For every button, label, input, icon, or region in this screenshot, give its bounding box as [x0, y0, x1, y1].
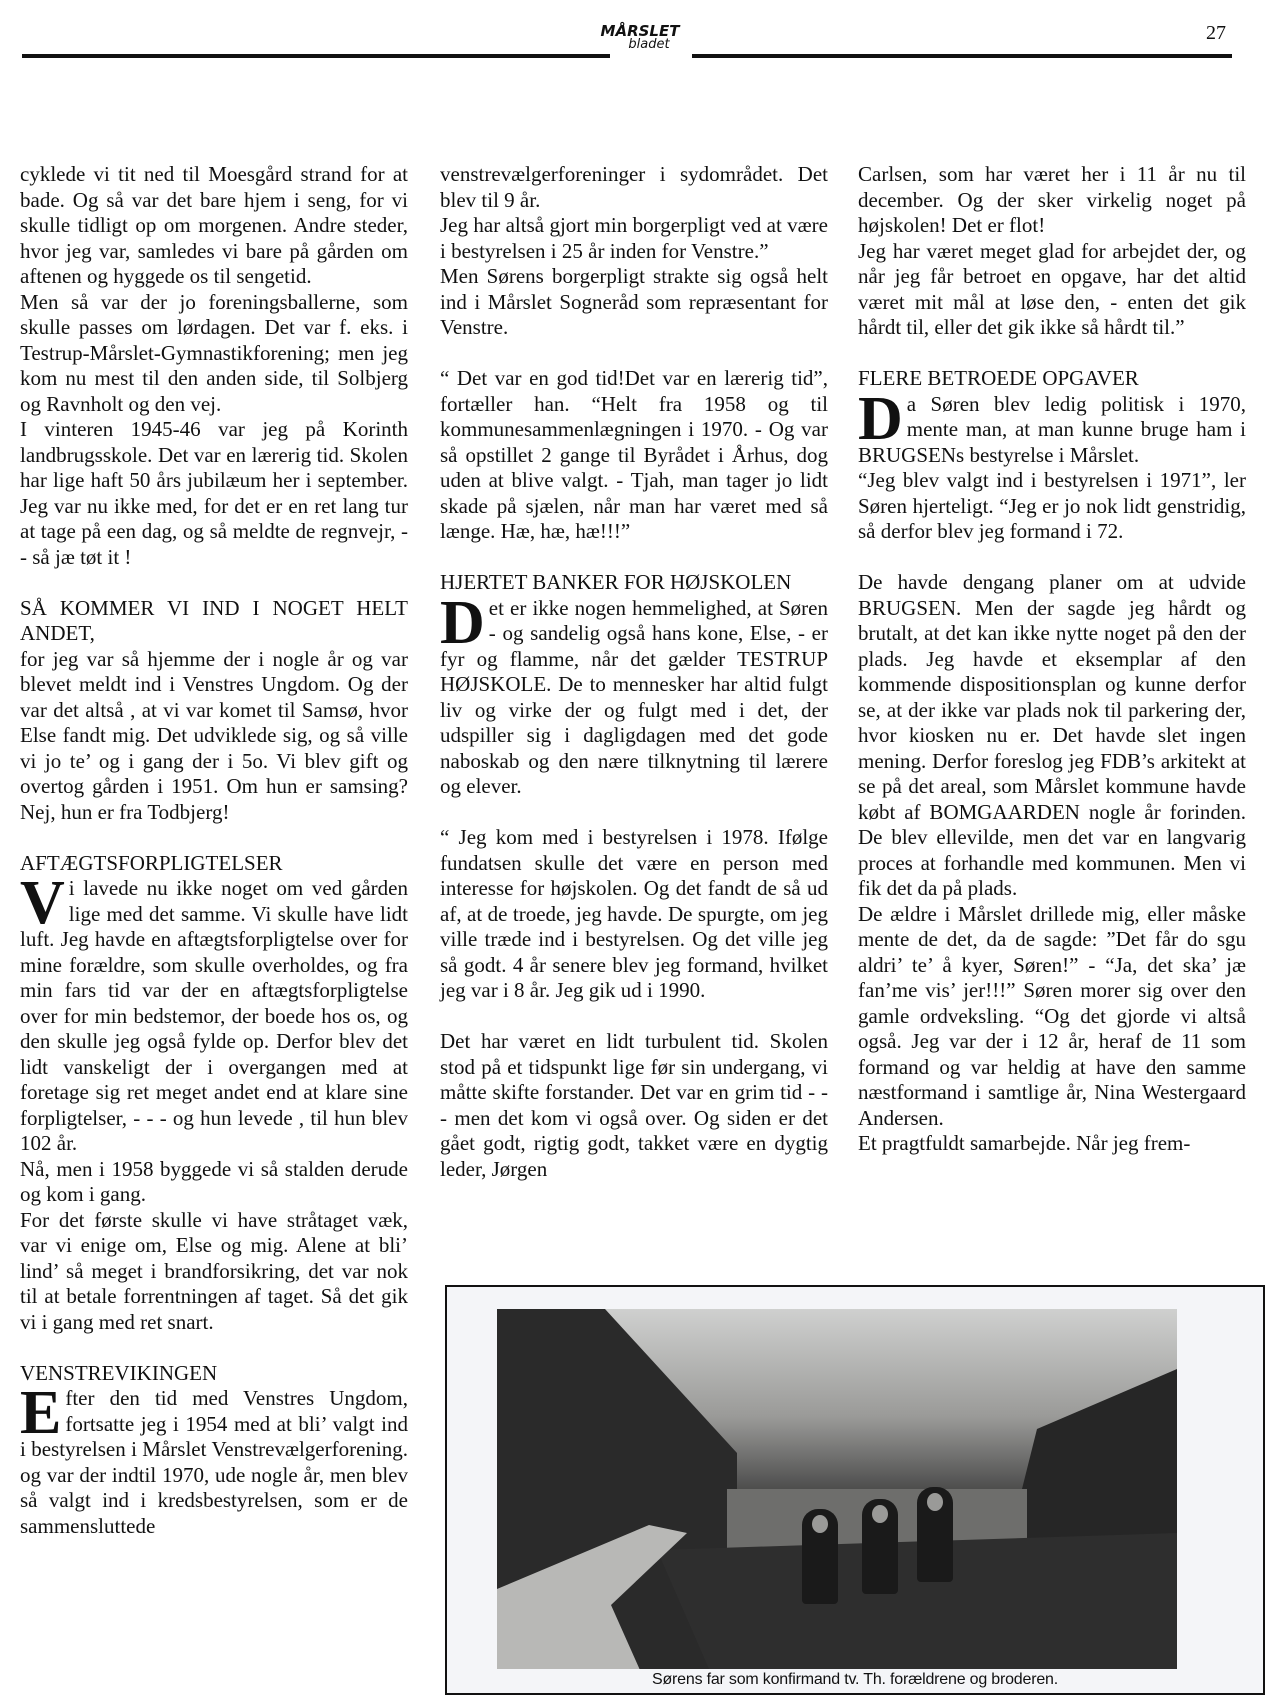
photo-person: [862, 1499, 898, 1594]
paragraph: cyklede vi tit ned til Moesgård strand for at bade. Og så var det bare hjem i seng, for vi skulle tidligt op om morgenen. Andre steder, hvor jeg var, samledes vi bare på gården om aftenen og hyggede os til sengetid.: [20, 162, 408, 288]
section-heading: AFTÆGTSFORPLIGTELSER: [20, 850, 283, 875]
photo-person: [802, 1509, 838, 1604]
paragraph: Det har været en lidt turbulent tid. Skolen stod på et tidspunkt lige før sin undergang, vi måtte skifte forstander. Det var en grim tid - - - men det kom vi også over. Og siden er det gået godt, rigtig godt, takket være en dygtig leder, Jørgen: [440, 1029, 828, 1181]
header-rule-right: [692, 54, 1232, 58]
paragraph: Et pragtfuldt samarbejde. Når jeg frem-: [858, 1131, 1191, 1155]
drop-cap: E: [20, 1379, 62, 1447]
masthead-subtitle: bladet: [628, 37, 670, 52]
paragraph: Men så var der jo foreningsballerne, som skulle passes om lørdagen. Det var f. eks. i Testrup-Mårslet-Gymnastikforening; men jeg kom nu mest til den anden side, til Solbjerg og Ravnholt og den vej.: [20, 289, 408, 416]
paragraph: “ Jeg kom med i bestyrelsen i 1978. Ifølge fundatsen skulle det være en person med interesse for højskolen. Og det fandt de så ud af, at de troede, jeg havde. De spurgte, om jeg ville træde ind i bestyrelsen. Og det ville jeg så godt. 4 år senere blev jeg formand, hvilket jeg var i 8 år. Jeg gik ud i 1990.: [440, 825, 828, 1002]
drop-cap: D: [440, 588, 485, 657]
photo-caption: Sørens far som konfirmand tv. Th. forældrene og broderen.: [652, 1671, 1058, 1688]
masthead-title: MÅRSLET: [600, 22, 680, 40]
paragraph: Jeg har altså gjort min borgerpligt ved at være i bestyrelsen i 25 år inden for Venstre.”: [440, 213, 828, 263]
article-column-1: [20, 162, 408, 1539]
page-number: 27: [1206, 22, 1226, 44]
article-column-3: [858, 162, 1246, 1157]
paragraph-with-dropcap: [440, 588, 828, 800]
paragraph-text: i lavede nu ikke noget om ved gården lige med det samme. Vi skulle have lidt luft. Jeg havde en aftægtsforpligtelse over for mine forældre, som skulle overholdes, og fra min fars tid var der en aftægtsforpligtelse over for min bedstemor, der boede hos os, og den skulle jeg også fylde op. Derfor blev det lidt vanskeligt der i overgangen med at foretage sig ret meget andet end at klare sine forpligtelser, - - - og hun levede , til hun blev 102 år.: [20, 876, 408, 1155]
paragraph-text: et er ikke nogen hemmelighed, at Søren - og sandelig også hans kone, Else, - er fyr og flamme, når det gælder TESTRUP HØJSKOLE. De to mennesker har altid fulgt liv og virke der og fulgt med i det, der udspiller sig i dagligdagen med det gode naboskab og den nære tilknytning til lærere og elever.: [440, 595, 828, 798]
drop-cap: D: [858, 384, 903, 453]
header-rule-left: [22, 54, 610, 58]
paragraph-with-dropcap: [20, 869, 408, 1157]
paragraph: De havde dengang planer om at udvide BRUGSEN. Men der sagde jeg hårdt og brutalt, at det kan ikke nytte noget på den der plads. Jeg havde et eksemplar af den kommende dispositionsplan og kunne derfor se, at der ikke var plads nok til parkering der, hvor kiosken nu er. Det havde slet ingen mening. Derfor foreslog jeg FDB’s arkitekt at se på det areal, som Mårslet kommune havde købt af BOMGAARDEN nogle år forinden. De blev ellevilde, men det var en langvarig proces at forhandle med kommunen. Men vi fik det da på plads.: [858, 570, 1246, 900]
section-heading: VENSTREVIKINGEN: [20, 1360, 218, 1385]
paragraph: “ Det var en god tid!Det var en lærerig tid”, fortæller han. “Helt fra 1958 og til kommunesammenlægningen i 1970. - Og var så opstillet 2 gange til Byrådet i Århus, dog uden at blive valgt. - Tjah, man tager jo lidt skade på sjælen, når man har været med så længe. Hæ, hæ, hæ!!!”: [440, 366, 828, 543]
section-heading: SÅ KOMMER VI IND I NOGET HELT ANDET,: [20, 595, 408, 645]
section-heading: FLERE BETROEDE OPGAVER: [858, 366, 1139, 390]
paragraph: for jeg var så hjemme der i nogle år og var blevet meldt ind i Venstres Ungdom. Og der var det altså , at vi var komet til Samsø, hvor Else fandt mig. Det udviklede sig, og så ville vi jo te’ og i gang der i 5o. Vi blev gift og overtog gården i 1951. Om hun er samsing? Nej, hun er fra Todbjerg!: [20, 646, 408, 824]
photo-person: [917, 1487, 953, 1582]
paragraph-with-dropcap: [20, 1379, 408, 1539]
historic-photo: [497, 1309, 1177, 1669]
paragraph: “Jeg blev valgt ind i bestyrelsen i 1971”, ler Søren hjerteligt. “Jeg er jo nok lidt genstridig, så derfor blev jeg formand i 72.: [858, 468, 1246, 543]
paragraph: I vinteren 1945-46 var jeg på Korinth landbrugsskole. Det var en lærerig tid. Skolen har lige haft 50 års jubilæum her i september. Jeg var nu ikke med, for det er en ret lang tur at tage på een dag, og så meldte de regnvejr, - - så jæ tøt it !: [20, 417, 408, 569]
paragraph: Jeg har været meget glad for arbejdet der, og når jeg får betroet en opgave, har det altid været mit mål at løse den, - enten det gik hårdt til, eller det gik ikke så hårdt til.”: [858, 238, 1246, 339]
paragraph-text: fter den tid med Venstres Ungdom, fortsatte jeg i 1954 med at bli’ valgt ind i bestyrelsen i Mårslet Venstrevælgerforening. og var der indtil 1970, ude nogle år, men blev så valgt ind i kredsbestyrelsen, som er de sammensluttede: [20, 1386, 408, 1538]
paragraph-text: a Søren blev ledig politisk i 1970, mente man, at man kunne bruge ham i BRUGSENs bestyrelse i Mårslet.: [858, 391, 1246, 467]
paragraph: venstrevælgerforeninger i sydområdet. Det blev til 9 år.: [440, 162, 828, 212]
paragraph: Carlsen, som har været her i 11 år nu til december. Og der sker virkelig noget på højskolen! Det er flot!: [858, 162, 1246, 237]
photo-figure: [445, 1285, 1265, 1695]
paragraph: De ældre i Mårslet drillede mig, eller måske mente de det, da de sagde: ”Det får do sgu aldri’ te’ å kyer, Søren!” - “Ja, det ska’ jæ fan’me vis’ jer!!!” Søren morer sig over den gamle ordveksling. “Og det gjorde vi altså også. Jeg var der i 12 år, heraf de 11 som formand og var heldig at have den samme næstformand i samtlige år, Nina Westergaard Andersen.: [858, 901, 1246, 1130]
masthead-logo: [590, 24, 690, 52]
article-column-2: [440, 162, 828, 1182]
paragraph: For det første skulle vi have stråtaget væk, var vi enige om, Else og mig. Alene at bli’ lind’ så meget i brandforsikring, det var nok til at betale forrentningen af taget. Så det gik vi i gang med ret snart.: [20, 1207, 408, 1334]
paragraph-with-dropcap: [858, 384, 1246, 469]
section-heading: HJERTET BANKER FOR HØJSKOLEN: [440, 570, 792, 594]
paragraph: Nå, men i 1958 byggede vi så stalden derude og kom i gang.: [20, 1156, 408, 1206]
drop-cap: V: [20, 869, 65, 937]
paragraph: Men Sørens borgerpligt strakte sig også helt ind i Mårslet Sogneråd som repræsentant for Venstre.: [440, 264, 828, 339]
